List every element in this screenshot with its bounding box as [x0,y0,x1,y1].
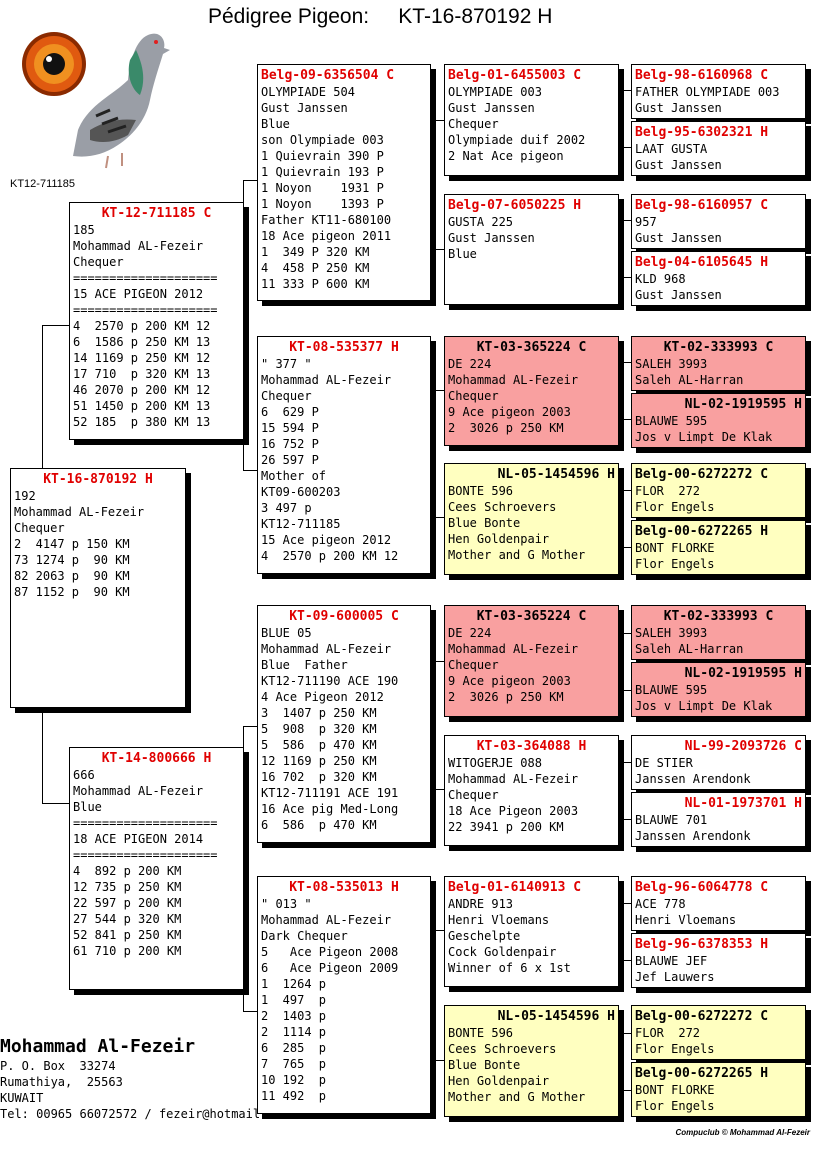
ring-number: KT-08-535377 H [289,340,399,355]
ring-number: KT-02-333993 C [663,340,774,355]
pigeon-details: " 013 " Mohammad AL-Fezeir Dark Chequer 5 Ace Pigeon 2008 6 Ace Pigeon 2009 1 1264 p 1 497 p 2 1403 p 2 1114 p 6 285 p 7 765 p 10 192 p 11 492 p [261,897,399,1103]
owner-address-line: Rumathiya, 25563 [0,1075,123,1089]
ring-number: Belg-01-6140913 C [448,880,582,895]
pigeon-card-gen4-15[interactable] [631,1062,806,1117]
pigeon-details: FATHER OLYMPIADE 003 Gust Janssen [635,85,780,115]
pigeon-card-gen4-10[interactable] [631,735,806,790]
ring-number: KT-02-333993 C [663,609,774,624]
pigeon-card-gen2-0[interactable] [257,64,431,301]
pigeon-details: " 377 " Mohammad AL-Fezeir Chequer 6 629 P 15 594 P 16 752 P 26 597 P Mother of KT09-600203 3 497 p KT12-711185 15 Ace pigeon 2012 4 2570 p 200 KM 12 [261,357,399,563]
pigeon-details: DE 224 Mohammad AL-Fezeir Chequer 9 Ace pigeon 2003 2 3026 p 250 KM [448,626,579,704]
ring-number: KT-14-800666 H [101,751,212,766]
pigeon-details: BONT FLORKE Flor Engels [635,1083,715,1113]
ring-number: Belg-04-6105645 H [635,255,769,270]
pigeon-details: OLYMPIADE 504 Gust Janssen Blue son Olympiade 003 1 Quievrain 390 P 1 Quievrain 193 P 1 Noyon 1931 P 1 Noyon 1393 P Father KT11-680100 18 Ace pigeon 2011 1 349 P 320 KM 4 458 P 250 KM 11 333 P 600 KM [261,85,392,291]
pigeon-card-gen3-6[interactable] [444,876,619,987]
ring-number: NL-02-1919595 H [684,666,802,681]
ring-number: Belg-96-6378353 H [635,937,769,952]
pigeon-card-gen4-4[interactable] [631,336,806,391]
pigeon-details: ACE 778 Henri Vloemans [635,897,737,927]
pigeon-details: BONTE 596 Cees Schroevers Blue Bonte Hen Goldenpair Mother and G Mother [448,484,586,562]
pigeon-card-gen2-2[interactable] [257,605,431,843]
pigeon-card-gen4-5[interactable] [631,393,806,448]
pigeon-card-gen4-1[interactable] [631,121,806,176]
owner-address-line: KUWAIT [0,1091,44,1105]
pigeon-details: SALEH 3993 Saleh AL-Harran [635,357,744,387]
pigeon-card-gen3-1[interactable] [444,194,619,305]
pigeon-details: BONTE 596 Cees Schroevers Blue Bonte Hen Goldenpair Mother and G Mother [448,1026,586,1104]
owner-address-line: P. O. Box 33274 [0,1059,116,1073]
pigeon-card-gen4-6[interactable] [631,463,806,518]
pigeon-details: BLAUWE 701 Janssen Arendonk [635,813,751,843]
pigeon-details: FLOR 272 Flor Engels [635,484,715,514]
ring-number: Belg-09-6356504 C [261,68,395,83]
pigeon-details: GUSTA 225 Gust Janssen Blue [448,215,535,261]
pigeon-card-gen4-14[interactable] [631,1005,806,1060]
ring-number: Belg-98-6160968 C [635,68,769,83]
pigeon-details: OLYMPIADE 003 Gust Janssen Chequer Olympiade duif 2002 2 Nat Ace pigeon [448,85,586,163]
ring-number: NL-99-2093726 C [684,739,802,754]
ring-number: Belg-00-6272265 H [635,1066,769,1081]
ring-number: KT-03-365224 C [476,609,587,624]
owner-info [0,1036,267,1122]
ring-number: KT-09-600005 C [289,609,399,624]
ring-number: Belg-00-6272272 C [635,467,769,482]
pigeon-card-gen4-12[interactable] [631,876,806,931]
pigeon-details: 666 Mohammad AL-Fezeir Blue ==================== 18 ACE PIGEON 2014 ==================== 4 892 p 200 KM 12 735 p 250 KM 22 597 p 200 KM 27 544 p 320 KM 52 841 p 250 KM 61 710 p 200 KM [73,768,218,958]
ring-number: Belg-95-6302321 H [635,125,769,140]
pigeon-details: BONT FLORKE Flor Engels [635,541,715,571]
pigeon-card-gen4-7[interactable] [631,520,806,575]
pigeon-details: KLD 968 Gust Janssen [635,272,722,302]
ring-number: Belg-01-6455003 C [448,68,582,83]
ring-number: Belg-96-6064778 C [635,880,769,895]
pigeon-card-gen4-8[interactable] [631,605,806,660]
pigeon-card-gen3-5[interactable] [444,735,619,846]
pigeon-eye-image [18,10,173,170]
ring-number: KT-16-870192 H [43,472,153,487]
pigeon-details: BLAUWE JEF Jef Lauwers [635,954,715,984]
pigeon-details: BLUE 05 Mohammad AL-Fezeir Blue Father KT12-711190 ACE 190 4 Ace Pigeon 2012 3 1407 p 250 KM 5 908 p 320 KM 5 586 p 470 KM 12 1169 p 250 KM 16 702 p 320 KM KT12-711191 ACE 191 16 Ace pig Med-Long 6 586 p 470 KM [261,626,399,832]
ring-number: NL-05-1454596 H [497,1009,615,1024]
pigeon-card-gen3-7[interactable] [444,1005,619,1117]
pigeon-card-gen3-3[interactable] [444,463,619,575]
ring-number: NL-05-1454596 H [497,467,615,482]
pigeon-details: SALEH 3993 Saleh AL-Harran [635,626,744,656]
pigeon-details: 185 Mohammad AL-Fezeir Chequer ==================== 15 ACE PIGEON 2012 ==================== 4 2570 p 200 KM 12 6 1586 p 250 KM 13 14 1169 p 250 KM 12 17 710 p 320 KM 13 46 2070 p 200 KM 12 51 1450 p 200 KM 13 52 185 p 380 KM 13 [73,223,218,429]
ring-number: Belg-00-6272265 H [635,524,769,539]
ring-label: KT12-711185 [10,178,76,190]
ring-number: KT-08-535013 H [289,880,399,895]
pigeon-card-gen4-0[interactable] [631,64,806,119]
pigeon-details: DE STIER Janssen Arendonk [635,756,751,786]
pigeon-details: DE 224 Mohammad AL-Fezeir Chequer 9 Ace pigeon 2003 2 3026 p 250 KM [448,357,579,435]
page-title: Pédigree Pigeon: KT-16-870192 H [208,5,553,28]
pigeon-card-subject[interactable] [10,468,186,708]
pigeon-card-gen4-2[interactable] [631,194,806,249]
pigeon-card-gen4-13[interactable] [631,933,806,988]
pigeon-card-gen4-9[interactable] [631,662,806,717]
pigeon-card-dam[interactable] [69,747,244,990]
pigeon-details: BLAUWE 595 Jos v Limpt De Klak [635,683,773,713]
ring-number: KT-03-364088 H [476,739,587,754]
ring-number: NL-01-1973701 H [684,796,802,811]
ring-number: Belg-00-6272272 C [635,1009,769,1024]
pigeon-card-gen2-1[interactable] [257,336,431,574]
pigeon-card-gen2-3[interactable] [257,876,431,1114]
pigeon-card-sire[interactable] [69,202,244,440]
pigeon-card-gen4-11[interactable] [631,792,806,847]
ring-number: Belg-98-6160957 C [635,198,769,213]
pigeon-card-gen3-2[interactable] [444,336,619,446]
owner-contact: Tel: 00965 66072572 / fezeir@hotmail. [0,1107,268,1121]
credit-text: Compuclub © Mohammad Al-Fezeir [675,1128,810,1137]
ring-number: KT-12-711185 C [101,206,212,221]
pigeon-card-gen3-4[interactable] [444,605,619,717]
ring-number: KT-03-365224 C [476,340,587,355]
pigeon-details: BLAUWE 595 Jos v Limpt De Klak [635,414,773,444]
pigeon-details: 957 Gust Janssen [635,215,722,245]
pigeon-details: FLOR 272 Flor Engels [635,1026,715,1056]
pigeon-card-gen4-3[interactable] [631,251,806,306]
owner-name: Mohammad Al-Fezeir [0,1036,196,1057]
pigeon-details: WITOGERJE 088 Mohammad AL-Fezeir Chequer 18 Ace Pigeon 2003 22 3941 p 200 KM [448,756,579,834]
pigeon-card-gen3-0[interactable] [444,64,619,176]
ring-number: Belg-07-6050225 H [448,198,582,213]
pigeon-logo [18,10,173,170]
pigeon-details: 192 Mohammad AL-Fezeir Chequer 2 4147 p 150 KM 73 1274 p 90 KM 82 2063 p 90 KM 87 1152 p 90 KM [14,489,145,599]
ring-number: NL-02-1919595 H [684,397,802,412]
pigeon-details: ANDRE 913 Henri Vloemans Geschelpte Cock Goldenpair Winner of 6 x 1st [448,897,571,975]
pigeon-details: LAAT GUSTA Gust Janssen [635,142,722,172]
